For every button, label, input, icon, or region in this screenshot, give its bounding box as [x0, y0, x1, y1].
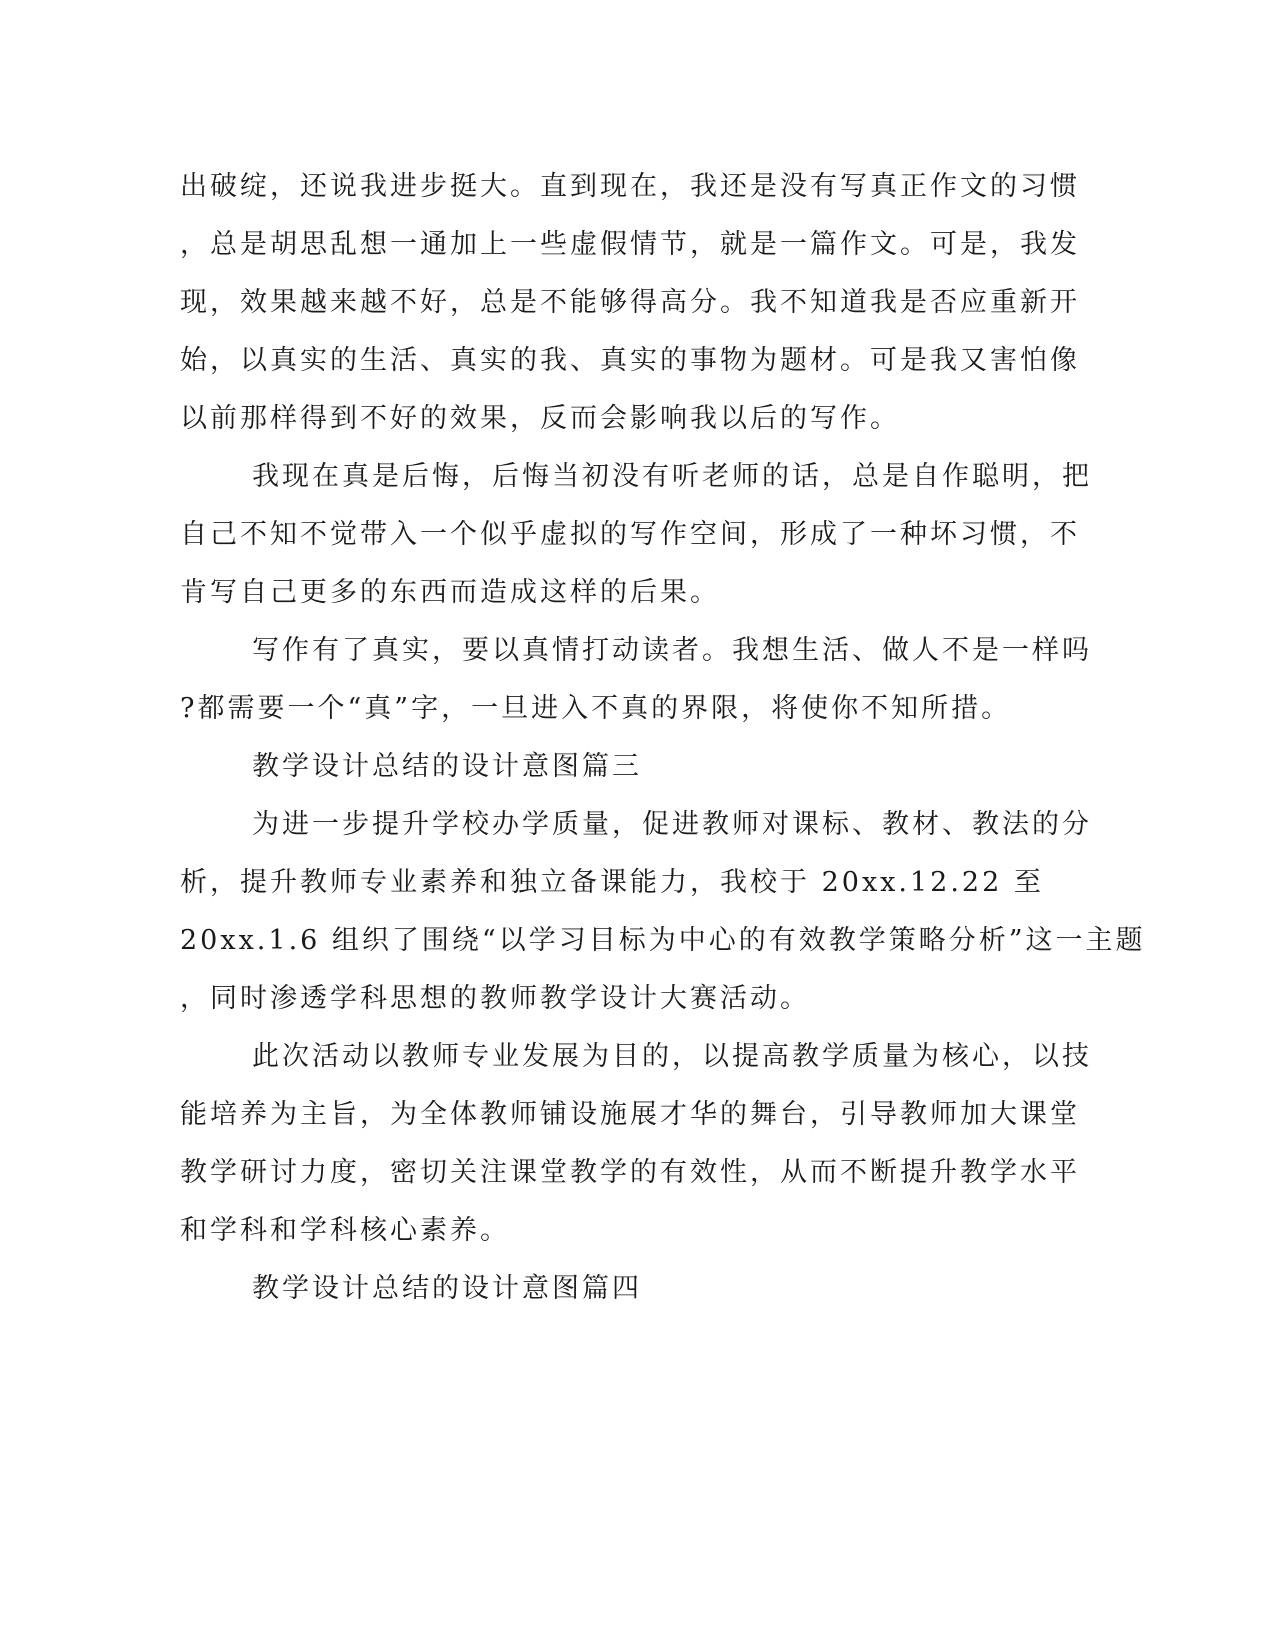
- section-heading: 教学设计总结的设计意图篇三: [252, 751, 642, 782]
- paragraph-start-line: 为进一步提升学校办学质量，促进教师对课标、教材、教法的分: [252, 809, 1092, 840]
- document-body: [180, 158, 1146, 1318]
- text-line: 现，效果越来越不好，总是不能够得高分。我不知道我是否应重新开: [180, 287, 1080, 318]
- paragraph-start-line: 此次活动以教师专业发展为目的，以提高教学质量为核心，以技: [252, 1041, 1092, 1072]
- text-line: 自己不知不觉带入一个似乎虚拟的写作空间，形成了一种坏习惯，不: [180, 519, 1080, 550]
- paragraph-start-line: 我现在真是后悔，后悔当初没有听老师的话，总是自作聪明，把: [252, 461, 1092, 492]
- text-line: 始，以真实的生活、真实的我、真实的事物为题材。可是我又害怕像: [180, 345, 1080, 376]
- section-heading: 教学设计总结的设计意图篇四: [252, 1273, 642, 1304]
- text-line: 肯写自己更多的东西而造成这样的后果。: [180, 577, 720, 608]
- paragraph-start-line: 写作有了真实，要以真情打动读者。我想生活、做人不是一样吗: [252, 635, 1092, 666]
- text-line: 析，提升教师专业素养和独立备课能力，我校于 20xx.12.22 至: [180, 867, 1044, 898]
- text-line: 以前那样得到不好的效果，反而会影响我以后的写作。: [180, 403, 900, 434]
- text-line: 和学科和学科核心素养。: [180, 1215, 510, 1246]
- text-line: 教学研讨力度，密切关注课堂教学的有效性，从而不断提升教学水平: [180, 1157, 1080, 1188]
- text-line: ?都需要一个“真”字，一旦进入不真的界限，将使你不知所措。: [180, 693, 1012, 724]
- text-line: 20xx.1.6 组织了围绕“以学习目标为中心的有效教学策略分析”这一主题: [180, 925, 1146, 956]
- text-line: ，总是胡思乱想一通加上一些虚假情节，就是一篇作文。可是，我发: [180, 229, 1080, 260]
- text-line: 能培养为主旨，为全体教师铺设施展才华的舞台，引导教师加大课堂: [180, 1099, 1080, 1130]
- text-line: 出破绽，还说我进步挺大。直到现在，我还是没有写真正作文的习惯: [180, 171, 1080, 202]
- text-line: ，同时渗透学科思想的教师教学设计大赛活动。: [180, 983, 810, 1014]
